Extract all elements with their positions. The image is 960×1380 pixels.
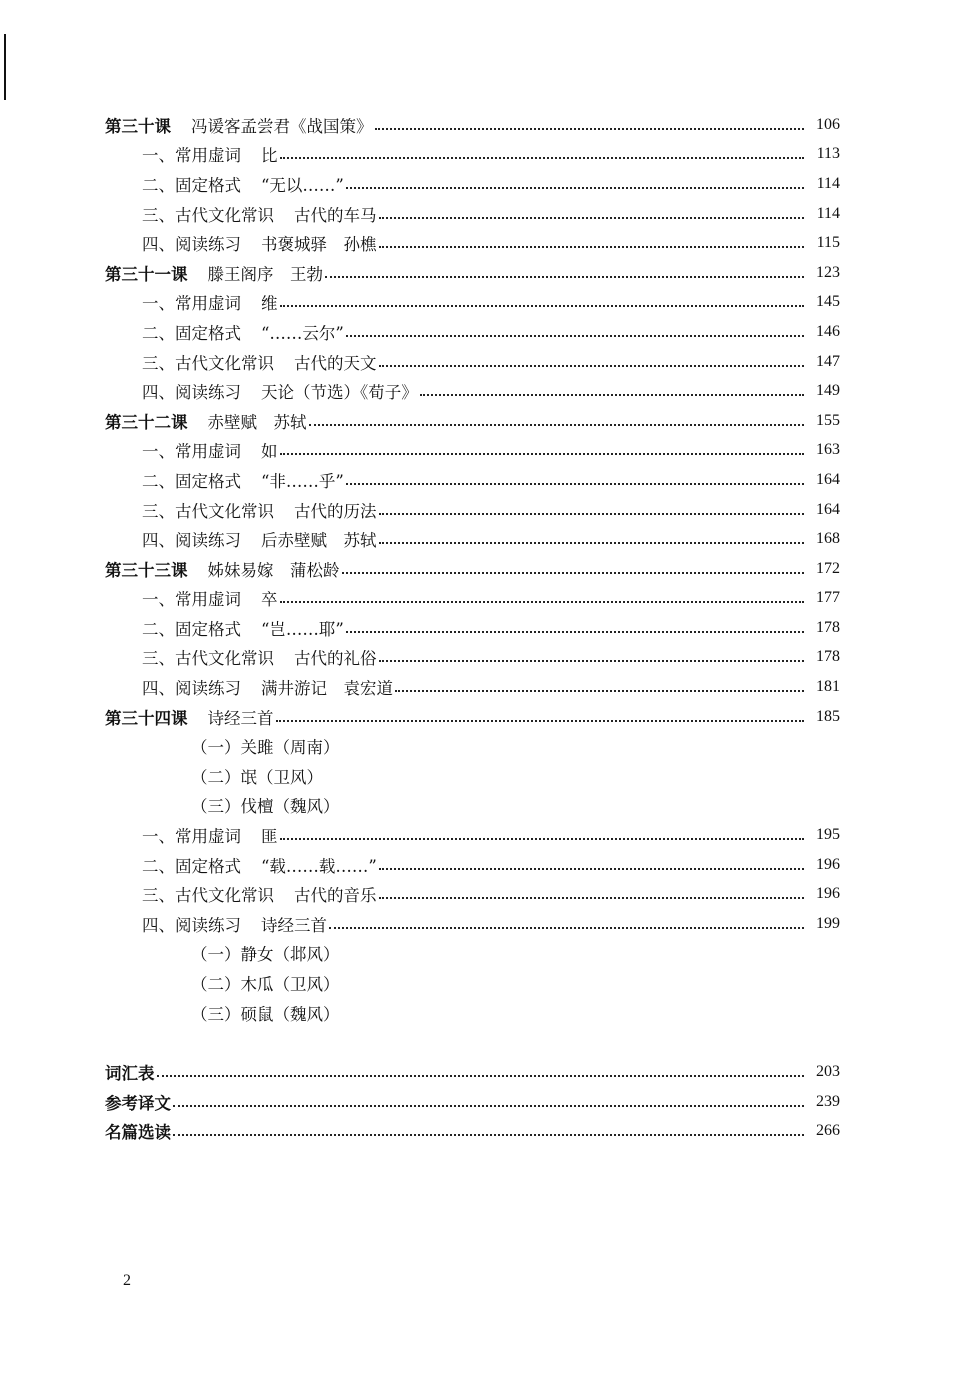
toc-poem[interactable] <box>105 761 840 791</box>
poem-title: （三）硕鼠（魏风） <box>191 1004 340 1024</box>
dot-leader <box>379 879 805 899</box>
section-label: 三、古代文化常识 <box>142 886 274 906</box>
page-ref: 181 <box>816 678 840 696</box>
lesson-title: 姊妹易嫁 蒲松龄 <box>207 560 340 580</box>
toc-section[interactable] <box>105 524 840 554</box>
section-topic: 天论（节选）《荀子》 <box>261 383 418 403</box>
section-topic: 古代的礼俗 <box>294 649 377 669</box>
dot-leader <box>346 613 804 633</box>
toc-section[interactable] <box>105 909 840 939</box>
toc-appendix-selected-readings[interactable] <box>105 1117 840 1147</box>
toc-poem[interactable] <box>105 791 840 821</box>
toc-section[interactable] <box>105 584 840 614</box>
lesson-title: 诗经三首 <box>207 708 274 728</box>
section-topic: 匪 <box>261 827 278 847</box>
lesson-number: 第三十三课 <box>105 560 188 580</box>
dot-leader <box>276 702 805 722</box>
scan-edge-mark <box>4 34 6 100</box>
toc-lesson-30[interactable] <box>105 110 840 140</box>
section-label: 一、常用虚词 <box>142 146 241 166</box>
dot-leader <box>173 1087 804 1107</box>
dot-leader <box>342 554 805 574</box>
page-ref: 164 <box>816 500 840 518</box>
dot-leader <box>420 376 804 396</box>
page-ref: 203 <box>816 1063 840 1081</box>
page-ref: 114 <box>816 174 840 192</box>
lesson-title: 赤壁赋 苏轼 <box>207 412 307 432</box>
toc-section[interactable] <box>105 465 840 495</box>
dot-leader <box>280 139 805 159</box>
toc-appendix-vocabulary[interactable] <box>105 1057 840 1087</box>
toc-lesson-31[interactable] <box>105 258 840 288</box>
poem-title: （一）关雎（周南） <box>191 738 340 758</box>
page-ref: 239 <box>816 1092 840 1110</box>
poem-title: （二）木瓜（卫风） <box>191 975 340 995</box>
toc-section[interactable] <box>105 376 840 406</box>
appendix-title: 参考译文 <box>105 1090 173 1114</box>
toc-section[interactable] <box>105 317 840 347</box>
page-ref: 177 <box>816 589 840 607</box>
toc-section[interactable] <box>105 850 840 880</box>
toc-section[interactable] <box>105 347 840 377</box>
toc-section[interactable] <box>105 643 840 673</box>
page-ref: 114 <box>816 204 840 222</box>
page-ref: 123 <box>816 263 840 281</box>
page-ref: 196 <box>816 885 840 903</box>
page-ref: 168 <box>816 530 840 548</box>
section-topic: 古代的天文 <box>294 353 377 373</box>
dot-leader <box>379 228 805 248</box>
toc-poem[interactable] <box>105 939 840 969</box>
page-ref: 164 <box>816 470 840 488</box>
page-ref: 178 <box>816 648 840 666</box>
lesson-number: 第三十课 <box>105 116 171 136</box>
section-label: 一、常用虚词 <box>142 294 241 314</box>
section-label: 三、古代文化常识 <box>142 205 274 225</box>
section-topic: “载……载……” <box>261 856 377 876</box>
dot-leader <box>379 850 804 870</box>
section-label: 三、古代文化常识 <box>142 649 274 669</box>
page-ref: 178 <box>816 618 840 636</box>
dot-leader <box>346 465 804 485</box>
toc-lesson-34[interactable] <box>105 702 840 732</box>
table-of-contents <box>105 110 840 1146</box>
toc-section[interactable] <box>105 613 840 643</box>
section-topic: 卒 <box>261 590 278 610</box>
dot-leader <box>395 672 804 692</box>
page-ref: 172 <box>816 559 840 577</box>
page-ref: 155 <box>816 411 840 429</box>
lesson-title: 滕王阁序 王勃 <box>207 264 323 284</box>
toc-section[interactable] <box>105 140 840 170</box>
page-ref: 115 <box>816 234 840 252</box>
section-topic: “岂……耶” <box>261 619 344 639</box>
toc-section[interactable] <box>105 169 840 199</box>
section-topic: 诗经三首 <box>261 915 327 935</box>
toc-section[interactable] <box>105 288 840 318</box>
section-topic: 古代的音乐 <box>294 886 377 906</box>
dot-leader <box>280 287 805 307</box>
section-topic: 比 <box>261 146 278 166</box>
dot-leader <box>280 583 805 603</box>
dot-leader <box>346 169 804 189</box>
toc-section[interactable] <box>105 436 840 466</box>
page-ref: 196 <box>816 855 840 873</box>
page-ref: 146 <box>816 322 840 340</box>
section-topic: 满井游记 袁宏道 <box>261 679 393 699</box>
page-ref: 147 <box>816 352 840 370</box>
section-label: 二、固定格式 <box>142 323 241 343</box>
dot-leader <box>280 435 805 455</box>
toc-lesson-33[interactable] <box>105 554 840 584</box>
section-topic: “非……乎” <box>261 471 344 491</box>
dot-leader <box>309 406 805 426</box>
page-number: 2 <box>123 1272 131 1289</box>
toc-section[interactable] <box>105 495 840 525</box>
page-ref: 106 <box>816 115 840 133</box>
poem-title: （二）氓（卫风） <box>191 767 323 787</box>
toc-poem[interactable] <box>105 731 840 761</box>
section-label: 一、常用虚词 <box>142 590 241 610</box>
dot-leader <box>157 1057 805 1077</box>
dot-leader <box>280 820 805 840</box>
page-ref: 163 <box>816 441 840 459</box>
dot-leader <box>325 258 804 278</box>
page-ref: 266 <box>816 1122 840 1140</box>
toc-appendix-translations[interactable] <box>105 1087 840 1117</box>
dot-leader <box>173 1116 804 1136</box>
section-topic: “……云尔” <box>261 323 344 343</box>
toc-section[interactable] <box>105 820 840 850</box>
section-topic: 后赤壁赋 苏轼 <box>261 531 377 551</box>
appendix-title: 名篇选读 <box>105 1119 173 1143</box>
section-label: 四、阅读练习 <box>142 531 241 551</box>
toc-poem[interactable] <box>105 968 840 998</box>
section-spacer <box>105 1027 840 1057</box>
page-ref: 113 <box>816 145 840 163</box>
dot-leader <box>329 909 804 929</box>
section-label: 二、固定格式 <box>142 175 241 195</box>
dot-leader <box>375 110 805 130</box>
section-topic: 书褒城驿 孙樵 <box>261 235 377 255</box>
page-ref: 199 <box>816 914 840 932</box>
dot-leader <box>379 347 805 367</box>
lesson-number: 第三十一课 <box>105 264 188 284</box>
page-ref: 185 <box>816 707 840 725</box>
dot-leader <box>379 199 805 219</box>
toc-section[interactable] <box>105 672 840 702</box>
dot-leader <box>346 317 804 337</box>
section-topic: 如 <box>261 442 278 462</box>
appendix-title: 词汇表 <box>105 1060 157 1084</box>
section-label: 四、阅读练习 <box>142 915 241 935</box>
toc-section[interactable] <box>105 879 840 909</box>
section-topic: 古代的历法 <box>294 501 377 521</box>
dot-leader <box>379 642 805 662</box>
section-label: 二、固定格式 <box>142 471 241 491</box>
section-label: 二、固定格式 <box>142 619 241 639</box>
lesson-title: 冯谖客孟尝君《战国策》 <box>191 116 373 136</box>
section-label: 四、阅读练习 <box>142 383 241 403</box>
section-topic: “无以……” <box>261 175 344 195</box>
toc-section[interactable] <box>105 228 840 258</box>
section-label: 四、阅读练习 <box>142 679 241 699</box>
toc-poem[interactable] <box>105 998 840 1028</box>
section-label: 三、古代文化常识 <box>142 353 274 373</box>
toc-lesson-32[interactable] <box>105 406 840 436</box>
page-ref: 145 <box>816 293 840 311</box>
section-label: 三、古代文化常识 <box>142 501 274 521</box>
page-ref: 149 <box>816 382 840 400</box>
page-ref: 195 <box>816 826 840 844</box>
lesson-number: 第三十二课 <box>105 412 188 432</box>
section-label: 二、固定格式 <box>142 856 241 876</box>
poem-title: （三）伐檀（魏风） <box>191 797 340 817</box>
dot-leader <box>379 524 805 544</box>
section-topic: 古代的车马 <box>294 205 377 225</box>
section-topic: 维 <box>261 294 278 314</box>
section-label: 一、常用虚词 <box>142 827 241 847</box>
section-label: 一、常用虚词 <box>142 442 241 462</box>
toc-section[interactable] <box>105 199 840 229</box>
lesson-number: 第三十四课 <box>105 708 188 728</box>
dot-leader <box>379 495 805 515</box>
poem-title: （一）静女（邶风） <box>191 945 340 965</box>
section-label: 四、阅读练习 <box>142 235 241 255</box>
